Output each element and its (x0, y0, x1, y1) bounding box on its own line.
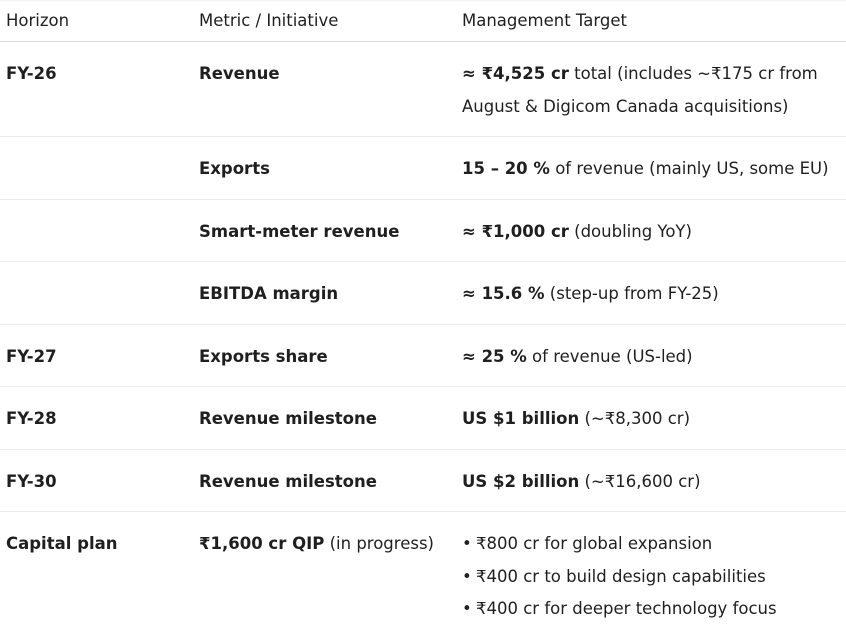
metric-cell (193, 512, 456, 626)
table-row (0, 137, 846, 200)
header-metric: Metric / Initiative (193, 1, 456, 42)
horizon-cell (0, 262, 193, 325)
list-item (462, 528, 846, 561)
header-target: Management Target (456, 1, 846, 42)
metric-cell (193, 387, 456, 450)
target-value: US $2 billion (462, 471, 580, 491)
target-cell (456, 387, 846, 450)
horizon-cell: Capital plan (6, 534, 118, 553)
horizon-cell (0, 137, 193, 200)
bullet-text: ₹400 cr to build design capabilities (476, 566, 766, 586)
metric-cell (193, 262, 456, 325)
metric-cell (193, 324, 456, 387)
capital-plan-bullets (462, 528, 846, 626)
horizon-cell (0, 199, 193, 262)
target-value: ≈ ₹1,000 cr (462, 221, 569, 241)
list-item (462, 593, 846, 626)
target-cell (456, 262, 846, 325)
metric-label: Smart-meter revenue (199, 221, 400, 241)
target-value: US $1 billion (462, 409, 580, 428)
target-note: of revenue (mainly US, some EU) (549, 159, 829, 178)
header-horizon: Horizon (0, 1, 193, 42)
metric-label: Revenue milestone (199, 409, 377, 428)
target-note: (~₹8,300 cr) (579, 409, 691, 428)
table-row (0, 262, 846, 325)
table-row (0, 42, 846, 137)
metric-cell (193, 199, 456, 262)
metric-cell (193, 449, 456, 512)
list-item (462, 561, 846, 594)
target-cell (456, 42, 846, 137)
target-cell (456, 324, 846, 387)
target-note: total (includes ~₹175 cr from August & Digicom Canada acquisitions) (462, 64, 818, 116)
target-note: (step-up from FY-25) (544, 284, 719, 303)
target-value: ≈ ₹4,525 cr (462, 64, 569, 83)
target-cell (456, 199, 846, 262)
table-row (0, 387, 846, 450)
bullet-icon: • (462, 599, 472, 618)
horizon-cell: FY-27 (0, 324, 193, 387)
target-cell (456, 449, 846, 512)
bullet-text: ₹800 cr for global expansion (476, 534, 713, 553)
target-note: (doubling YoY) (568, 221, 692, 241)
metric-label: ₹1,600 cr QIP (199, 534, 325, 553)
target-note: of revenue (US-led) (526, 346, 693, 366)
target-value: ≈ 25 % (462, 346, 527, 366)
target-note: (~₹16,600 cr) (579, 471, 701, 491)
metric-label: Exports (199, 159, 270, 178)
table-header-row (0, 1, 846, 42)
metric-label: Exports share (199, 346, 328, 366)
target-value: 15 – 20 % (462, 159, 550, 178)
bullet-text: ₹400 cr for deeper technology focus (476, 599, 777, 618)
metric-label: EBITDA margin (199, 284, 339, 303)
target-value: ≈ 15.6 % (462, 284, 545, 303)
table-row-capital-plan (0, 512, 846, 626)
bullet-icon: • (462, 566, 472, 586)
target-cell (456, 512, 846, 626)
metric-cell (193, 42, 456, 137)
metric-label: Revenue (199, 64, 280, 83)
horizon-cell: FY-30 (0, 449, 193, 512)
bullet-icon: • (462, 534, 472, 553)
table-row (0, 449, 846, 512)
metric-note: (in progress) (324, 534, 434, 553)
horizon-cell: FY-28 (0, 387, 193, 450)
metric-cell (193, 137, 456, 200)
table-row (0, 199, 846, 262)
horizon-cell: FY-26 (0, 42, 193, 137)
table-row (0, 324, 846, 387)
target-cell (456, 137, 846, 200)
metric-label: Revenue milestone (199, 471, 377, 491)
